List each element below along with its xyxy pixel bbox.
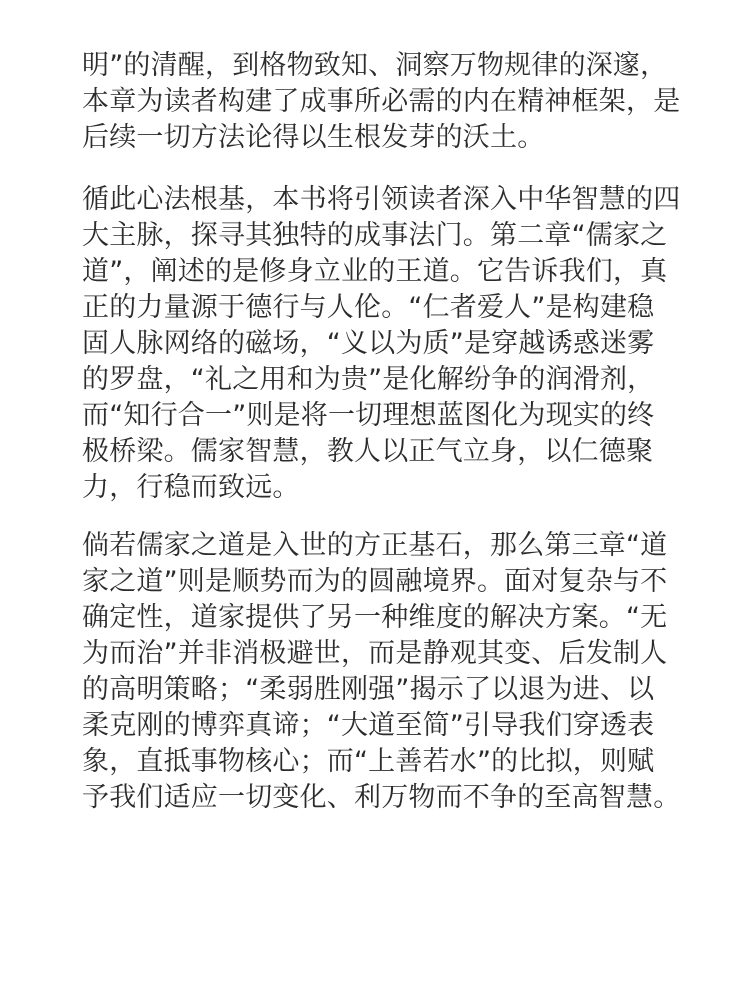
- text-line: 的罗盘，“礼之用和为贵”是化解纷争的润滑剂，: [82, 364, 655, 395]
- text-line: 本章为读者构建了成事所必需的内在精神框架，是: [82, 86, 681, 117]
- text-line: 予我们适应一切变化、利万物而不争的至高智慧。: [82, 782, 681, 813]
- text-line: 家之道”则是顺势而为的圆融境界。面对复杂与不: [82, 566, 668, 597]
- text-line: 正的力量源于德行与人伦。“仁者爱人”是构建稳: [82, 292, 655, 323]
- text-line: 而“知行合一”则是将一切理想蓝图化为现实的终: [82, 400, 655, 431]
- text-line: 明”的清醒，到格物致知、洞察万物规律的深邃，: [82, 50, 668, 81]
- text-line: 倘若儒家之道是入世的方正基石，那么第三章“道: [82, 530, 668, 561]
- text-line: 道”，阐述的是修身立业的王道。它告诉我们，真: [82, 256, 668, 287]
- text-line: 柔克刚的博弈真谛；“大道至简”引导我们穿透表: [82, 710, 655, 741]
- text-line: 大主脉，探寻其独特的成事法门。第二章“儒家之: [82, 220, 668, 251]
- text-line: 确定性，道家提供了另一种维度的解决方案。“无: [82, 602, 668, 633]
- text-line: 循此心法根基，本书将引领读者深入中华智慧的四: [82, 184, 681, 215]
- text-line: 的高明策略；“柔弱胜刚强”揭示了以退为进、以: [82, 674, 655, 705]
- paragraph-3: [82, 528, 681, 816]
- text-line: 为而治”并非消极避世，而是静观其变、后发制人: [82, 638, 668, 669]
- text-line: 固人脉网络的磁场，“义以为质”是穿越诱惑迷雾: [82, 328, 655, 359]
- text-line: 象，直抵事物核心；而“上善若水”的比拟，则赋: [82, 746, 655, 777]
- text-line: 力，行稳而致远。: [82, 472, 300, 503]
- text-line: 极桥梁。儒家智慧，教人以正气立身，以仁德聚: [82, 436, 654, 467]
- paragraph-1: [82, 48, 681, 156]
- text-line: 后续一切方法论得以生根发芽的沃土。: [82, 122, 545, 153]
- paragraph-2: [82, 182, 681, 506]
